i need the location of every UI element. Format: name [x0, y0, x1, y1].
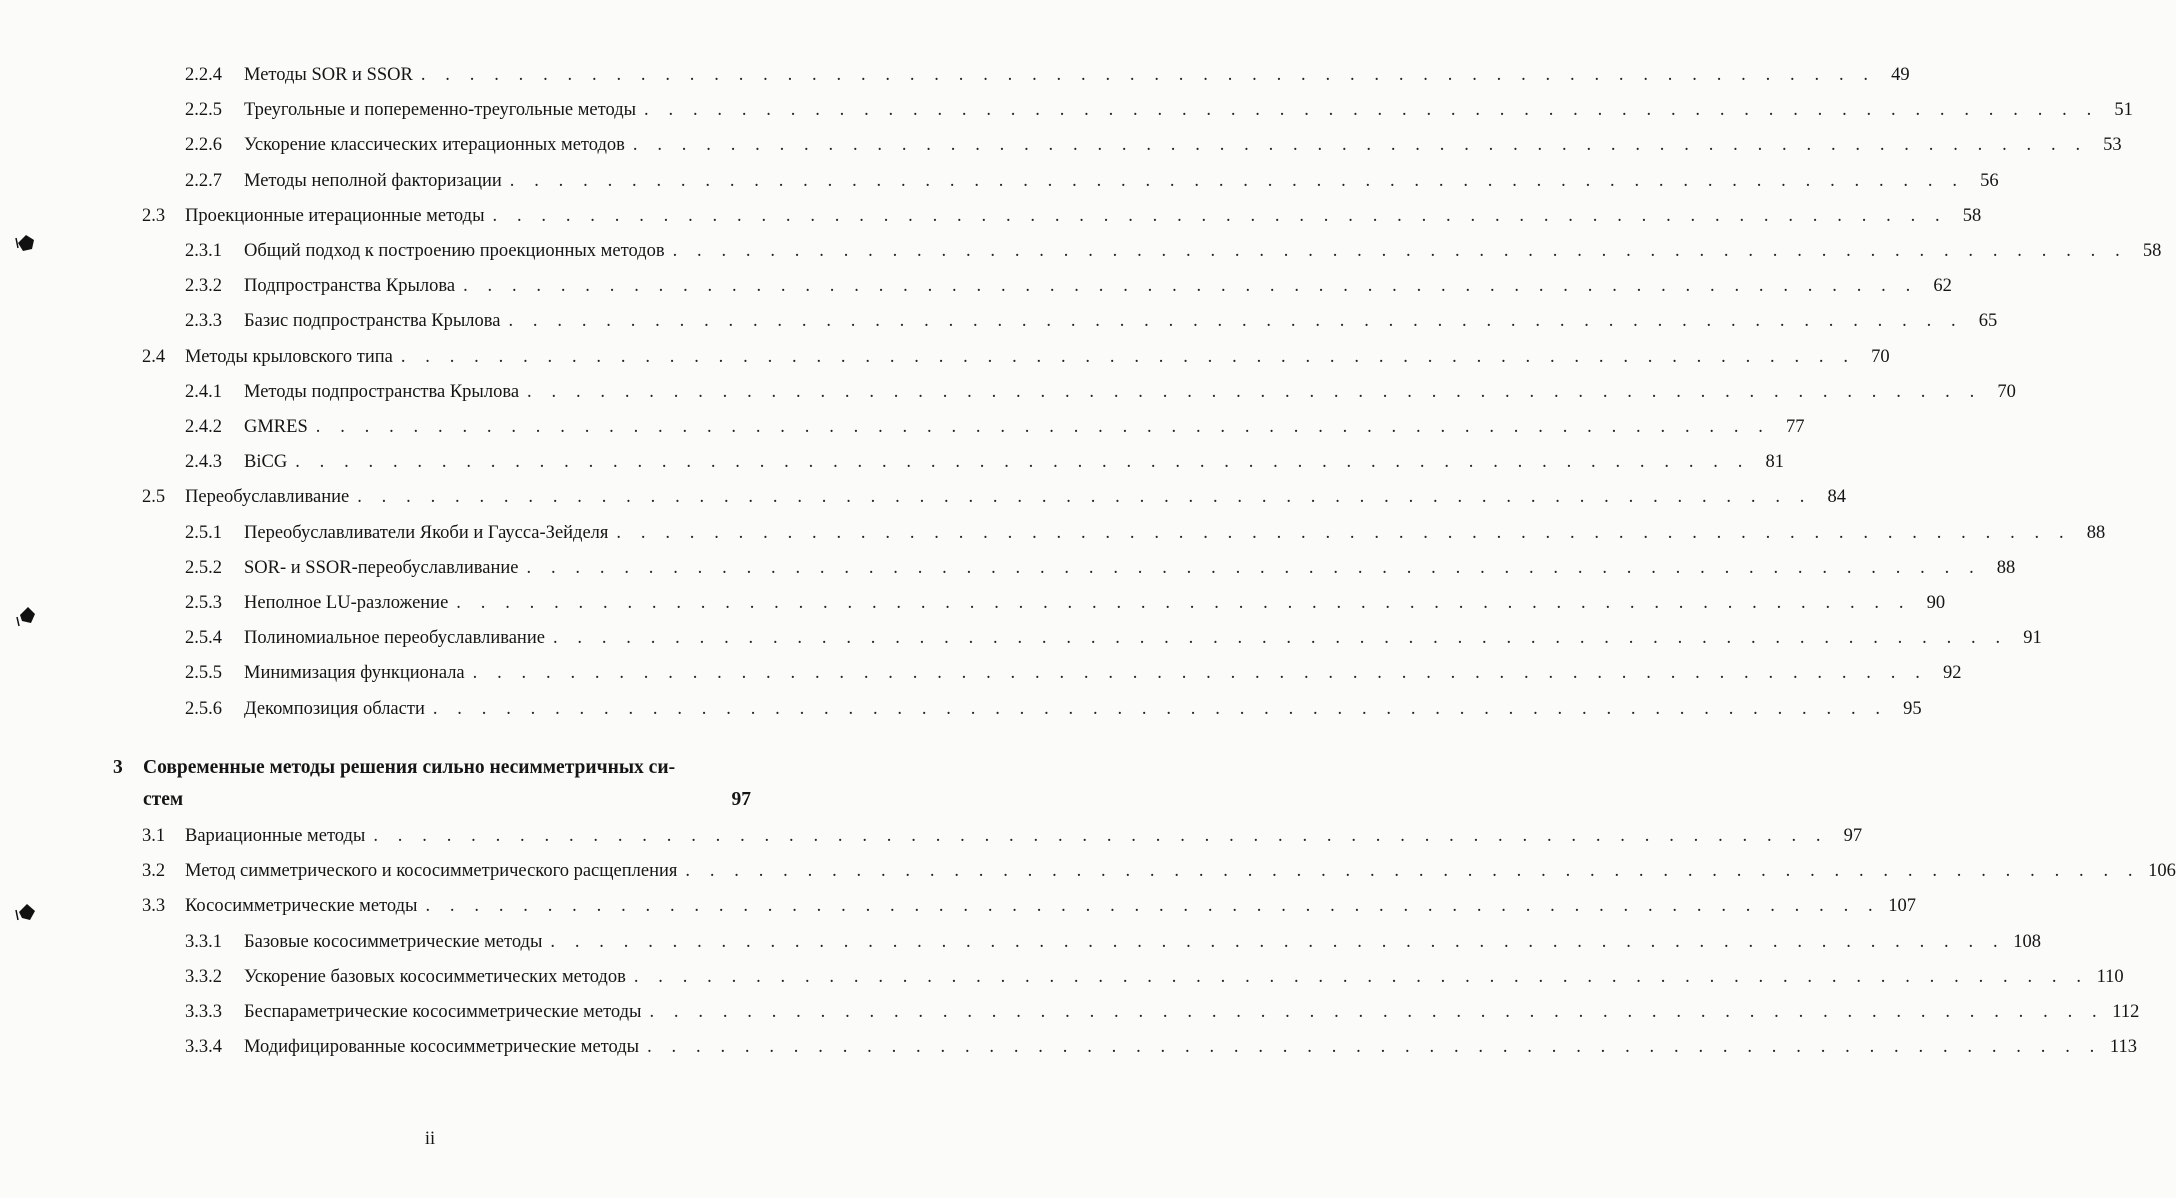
- toc-dot-leader: . . . . . . . . . . . . . . . . . . . . . . . . . . . . . . . . . . . . . . . . . . . . . . . . . . . . . . . . . . . .: [432, 698, 1888, 719]
- toc-entry-title: Методы неполной факторизации: [244, 170, 502, 191]
- toc-entry-number: 3.2: [142, 861, 166, 882]
- toc-entry-number: 3.3.2: [185, 966, 222, 987]
- toc-entry-page: 65: [1978, 311, 1998, 332]
- toc-entry-page: 107: [1888, 896, 1917, 917]
- toc-entry-title: Кососимметрические методы: [185, 896, 418, 917]
- toc-entry-number: 2.2.7: [185, 170, 222, 191]
- toc-dot-leader: . . . . . . . . . . . . . . . . . . . . . . . . . . . . . . . . . . . . . . . . . . . . . . . . . . . . . . . . . . . .: [509, 170, 1965, 191]
- toc-entry-title: Базовые кососимметрические методы: [244, 931, 543, 952]
- toc-entry-number: 2.2.6: [185, 135, 222, 156]
- toc-entry-number: 3.3.1: [185, 931, 222, 952]
- toc-dot-leader: . . . . . . . . . . . . . . . . . . . . . . . . . . . . . . . . . . . . . . . . . . . . . . . . . . . . . . . . . . . .: [644, 100, 2099, 121]
- toc-entry-page: 53: [2103, 135, 2122, 156]
- toc-dot-leader: . . . . . . . . . . . . . . . . . . . . . . . . . . . . . . . . . . . . . . . . . . . . . . . . . . . . . . . . . . . .: [492, 205, 1948, 226]
- toc-entry-number: 3.1: [142, 826, 166, 846]
- toc-entry: [185, 98, 2133, 122]
- toc-entry-page: 58: [2142, 241, 2162, 261]
- toc-entry: [185, 965, 2124, 989]
- toc-entry-page: 77: [1786, 417, 1805, 437]
- toc-dot-leader: . . . . . . . . . . . . . . . . . . . . . . . . . . . . . . . . . . . . . . . . . . . . . . . . . . . . . . . . . . . .: [315, 417, 1771, 437]
- toc-entry: [185, 697, 1922, 721]
- toc-entry-title: SOR- и SSOR-переобуславливание: [244, 557, 519, 578]
- toc-entry-title: GMRES: [244, 417, 308, 437]
- toc-entry-number: 2.4.1: [185, 381, 222, 402]
- toc-dot-leader: . . . . . . . . . . . . . . . . . . . . . . . . . . . . . . . . . . . . . . . . . . . . . . . . . . . . . . . . . . . .: [550, 931, 2006, 952]
- binding-hole-mark-bottom-icon: [14, 902, 38, 924]
- toc-entry-title: Неполное LU-разложение: [244, 593, 449, 613]
- toc-dot-leader: . . . . . . . . . . . . . . . . . . . . . . . . . . . . . . . . . . . . . . . . . . . . . . . . . . . . . . . . . . . .: [295, 452, 1750, 473]
- toc-entry-title: Методы крыловского типа: [185, 346, 393, 367]
- toc-entry: [185, 309, 1998, 333]
- toc-entry-page: 91: [2023, 628, 2042, 649]
- toc-entry-number: 2.3.1: [185, 241, 222, 261]
- toc-entry: [142, 894, 1917, 918]
- toc-entry-page: 58: [1962, 205, 1982, 226]
- toc-entry-title: Модифицированные кососимметрические методы: [244, 1037, 640, 1058]
- toc-entry-page: 90: [1926, 593, 1946, 613]
- toc-entry: [185, 1035, 2137, 1059]
- toc-entry: [142, 824, 1863, 848]
- toc-entry: [185, 661, 1962, 685]
- toc-entry-page: 81: [1765, 452, 1784, 473]
- binding-hole-mark-middle-icon: [14, 604, 38, 628]
- toc-entry-title: Декомпозиция области: [244, 698, 425, 719]
- toc-dot-leader: . . . . . . . . . . . . . . . . . . . . . . . . . . . . . . . . . . . . . . . . . . . . . . . . . . . . . . . . . . . .: [463, 276, 1918, 297]
- toc-entry-title: Базис подпространства Крылова: [244, 311, 501, 332]
- toc-dot-leader: . . . . . . . . . . . . . . . . . . . . . . . . . . . . . . . . . . . . . . . . . . . . . . . . . . . . . . . . . . . .: [649, 1002, 2105, 1022]
- toc-entry-title: Треугольные и попеременно-треугольные методы: [244, 100, 637, 121]
- chapter-title-line1: Современные методы решения сильно несимметричных си-: [143, 757, 676, 778]
- toc-dot-leader: . . . . . . . . . . . . . . . . . . . . . . . . . . . . . . . . . . . . . . . . . . . . . . . . . . . . . . . . . . . .: [647, 1037, 2102, 1058]
- toc-entry-number: 2.3: [142, 205, 166, 226]
- toc-entry: [185, 930, 2041, 954]
- toc-dot-leader: . . . . . . . . . . . . . . . . . . . . . . . . . . . . . . . . . . . . . . . . . . . . . . . . . . . . . . . . . . . .: [633, 966, 2089, 987]
- toc-entry-title: Переобуславливание: [185, 487, 350, 508]
- toc-entry: [142, 859, 2176, 883]
- toc-entry: [185, 169, 1999, 193]
- toc-entry-title: Минимизация функционала: [244, 663, 465, 684]
- toc-entry-title: Методы SOR и SSOR: [244, 65, 413, 85]
- toc-entry: [185, 626, 2042, 650]
- toc-entry-number: 2.4.2: [185, 417, 222, 437]
- chapter-heading: [113, 752, 751, 816]
- toc-entry: [185, 521, 2106, 545]
- toc-dot-leader: . . . . . . . . . . . . . . . . . . . . . . . . . . . . . . . . . . . . . . . . . . . . . . . . . . . . . . . . . . . .: [672, 241, 2128, 261]
- toc-entry-number: 2.3.3: [185, 311, 222, 332]
- toc-dot-leader: . . . . . . . . . . . . . . . . . . . . . . . . . . . . . . . . . . . . . . . . . . . . . . . . . . . . . . . . . . . .: [685, 861, 2141, 882]
- toc-entry-number: 2.5.5: [185, 663, 222, 684]
- toc-entry-page: 106: [2148, 861, 2176, 882]
- toc-dot-leader: . . . . . . . . . . . . . . . . . . . . . . . . . . . . . . . . . . . . . . . . . . . . . . . . . . . . . . . . . . . .: [616, 522, 2072, 543]
- toc-entry-number: 2.5.3: [185, 593, 222, 613]
- chapter-number: 3: [113, 757, 123, 778]
- toc-entry-title: Методы подпространства Крылова: [244, 381, 520, 402]
- toc-entry-page: 95: [1903, 698, 1922, 719]
- toc-entry: [142, 485, 1847, 509]
- toc-entry-page: 84: [1827, 487, 1847, 508]
- toc-entry-number: 3.3.4: [185, 1037, 222, 1058]
- toc-dot-leader: . . . . . . . . . . . . . . . . . . . . . . . . . . . . . . . . . . . . . . . . . . . . . . . . . . . . . . . . . . . .: [632, 135, 2088, 156]
- toc-entry-page: 56: [1980, 170, 1999, 191]
- toc-entry-number: 3.3.3: [185, 1002, 222, 1022]
- toc-entry: [185, 415, 1805, 439]
- toc-entry-number: 2.2.4: [185, 65, 222, 85]
- toc-entry: [185, 133, 2122, 157]
- toc-dot-leader: . . . . . . . . . . . . . . . . . . . . . . . . . . . . . . . . . . . . . . . . . . . . . . . . . . . . . . . . . . . .: [425, 896, 1881, 917]
- toc-dot-leader: . . . . . . . . . . . . . . . . . . . . . . . . . . . . . . . . . . . . . . . . . . . . . . . . . . . . . . . . . . . .: [420, 65, 1876, 85]
- toc-entry-page: 49: [1891, 65, 1910, 85]
- toc-entry-title: Подпространства Крылова: [244, 276, 456, 297]
- toc-dot-leader: . . . . . . . . . . . . . . . . . . . . . . . . . . . . . . . . . . . . . . . . . . . . . . . . . . . . . . . . . . . .: [552, 628, 2008, 649]
- page-number: ii: [424, 1129, 436, 1149]
- toc-entry-number: 2.4: [142, 346, 166, 367]
- toc-entry-page: 108: [2013, 931, 2041, 952]
- toc-entry-page: 113: [2109, 1037, 2137, 1058]
- toc-dot-leader: . . . . . . . . . . . . . . . . . . . . . . . . . . . . . . . . . . . . . . . . . . . . . . . . . . . . . . . . . . . .: [508, 311, 1964, 332]
- toc-entry-number: 2.4.3: [185, 452, 222, 473]
- toc-entry: [185, 556, 2016, 580]
- toc-dot-leader: . . . . . . . . . . . . . . . . . . . . . . . . . . . . . . . . . . . . . . . . . . . . . . . . . . . . . . . . . . . .: [373, 826, 1829, 846]
- toc-entry-page: 88: [1996, 557, 2016, 578]
- toc-entry-title: Метод симметрического и кососимметрического расщепления: [185, 861, 678, 882]
- binding-hole-mark-top-icon: [14, 232, 38, 254]
- toc-entry-number: 2.5.6: [185, 698, 222, 719]
- toc-entry-number: 2.2.5: [185, 100, 222, 121]
- toc-entry-page: 88: [2086, 522, 2106, 543]
- toc-entry: [185, 274, 1952, 298]
- toc-entry-page: 70: [1871, 346, 1890, 367]
- toc-entry-title: Общий подход к построению проекционных методов: [244, 241, 665, 261]
- toc-entry-title: Полиномиальное переобуславливание: [244, 628, 545, 649]
- toc-entry: [142, 204, 1982, 228]
- chapter-page: 97: [731, 789, 751, 810]
- toc-entry-title: Переобуславливатели Якоби и Гаусса-Зейделя: [244, 522, 609, 543]
- toc-dot-leader: . . . . . . . . . . . . . . . . . . . . . . . . . . . . . . . . . . . . . . . . . . . . . . . . . . . . . . . . . . . .: [526, 557, 1982, 578]
- toc-entry-page: 112: [2112, 1002, 2140, 1022]
- chapter-title-line2: стем: [143, 789, 184, 810]
- toc-entry: [142, 345, 1890, 369]
- toc-entry-title: Вариационные методы: [185, 826, 366, 846]
- toc-entry-number: 3.3: [142, 896, 166, 917]
- toc-entry-title: BiCG: [244, 452, 288, 473]
- toc-entry-page: 70: [1997, 381, 2016, 402]
- toc-entry-title: Проекционные итерационные методы: [185, 205, 485, 226]
- toc-entry: [185, 380, 2016, 404]
- toc-entry: [185, 63, 1910, 87]
- toc-dot-leader: . . . . . . . . . . . . . . . . . . . . . . . . . . . . . . . . . . . . . . . . . . . . . . . . . . . . . . . . . . . .: [357, 487, 1813, 508]
- toc-dot-leader: . . . . . . . . . . . . . . . . . . . . . . . . . . . . . . . . . . . . . . . . . . . . . . . . . . . . . . . . . . . .: [456, 593, 1912, 613]
- toc-entry-number: 2.5: [142, 487, 166, 508]
- toc-entry-number: 2.5.4: [185, 628, 222, 649]
- toc-entry: [185, 239, 2162, 263]
- toc-entry-title: Ускорение базовых кососимметических методов: [244, 966, 626, 987]
- toc-entry: [185, 1000, 2140, 1024]
- toc-entry-page: 92: [1942, 663, 1962, 684]
- toc-dot-leader: . . . . . . . . . . . . . . . . . . . . . . . . . . . . . . . . . . . . . . . . . . . . . . . . . . . . . . . . . . . .: [527, 381, 1982, 402]
- toc-entry-number: 2.3.2: [185, 276, 222, 297]
- toc-entry: [185, 450, 1784, 474]
- toc-dot-leader: . . . . . . . . . . . . . . . . . . . . . . . . . . . . . . . . . . . . . . . . . . . . . . . . . . . . . . . . . . . .: [400, 346, 1856, 367]
- toc-entry-page: 110: [2096, 966, 2124, 987]
- toc-entry-number: 2.5.2: [185, 557, 222, 578]
- toc-entry-page: 62: [1933, 276, 1952, 297]
- toc-entry-title: Беспараметрические кососимметрические методы: [244, 1002, 642, 1022]
- toc-entry-number: 2.5.1: [185, 522, 222, 543]
- toc-entry-title: Ускорение классических итерационных методов: [244, 135, 625, 156]
- toc-entry-page: 97: [1843, 826, 1863, 846]
- toc-entry: [185, 591, 1946, 615]
- toc-dot-leader: . . . . . . . . . . . . . . . . . . . . . . . . . . . . . . . . . . . . . . . . . . . . . . . . . . . . . . . . . . . .: [472, 663, 1928, 684]
- toc-entry-page: 51: [2114, 100, 2133, 121]
